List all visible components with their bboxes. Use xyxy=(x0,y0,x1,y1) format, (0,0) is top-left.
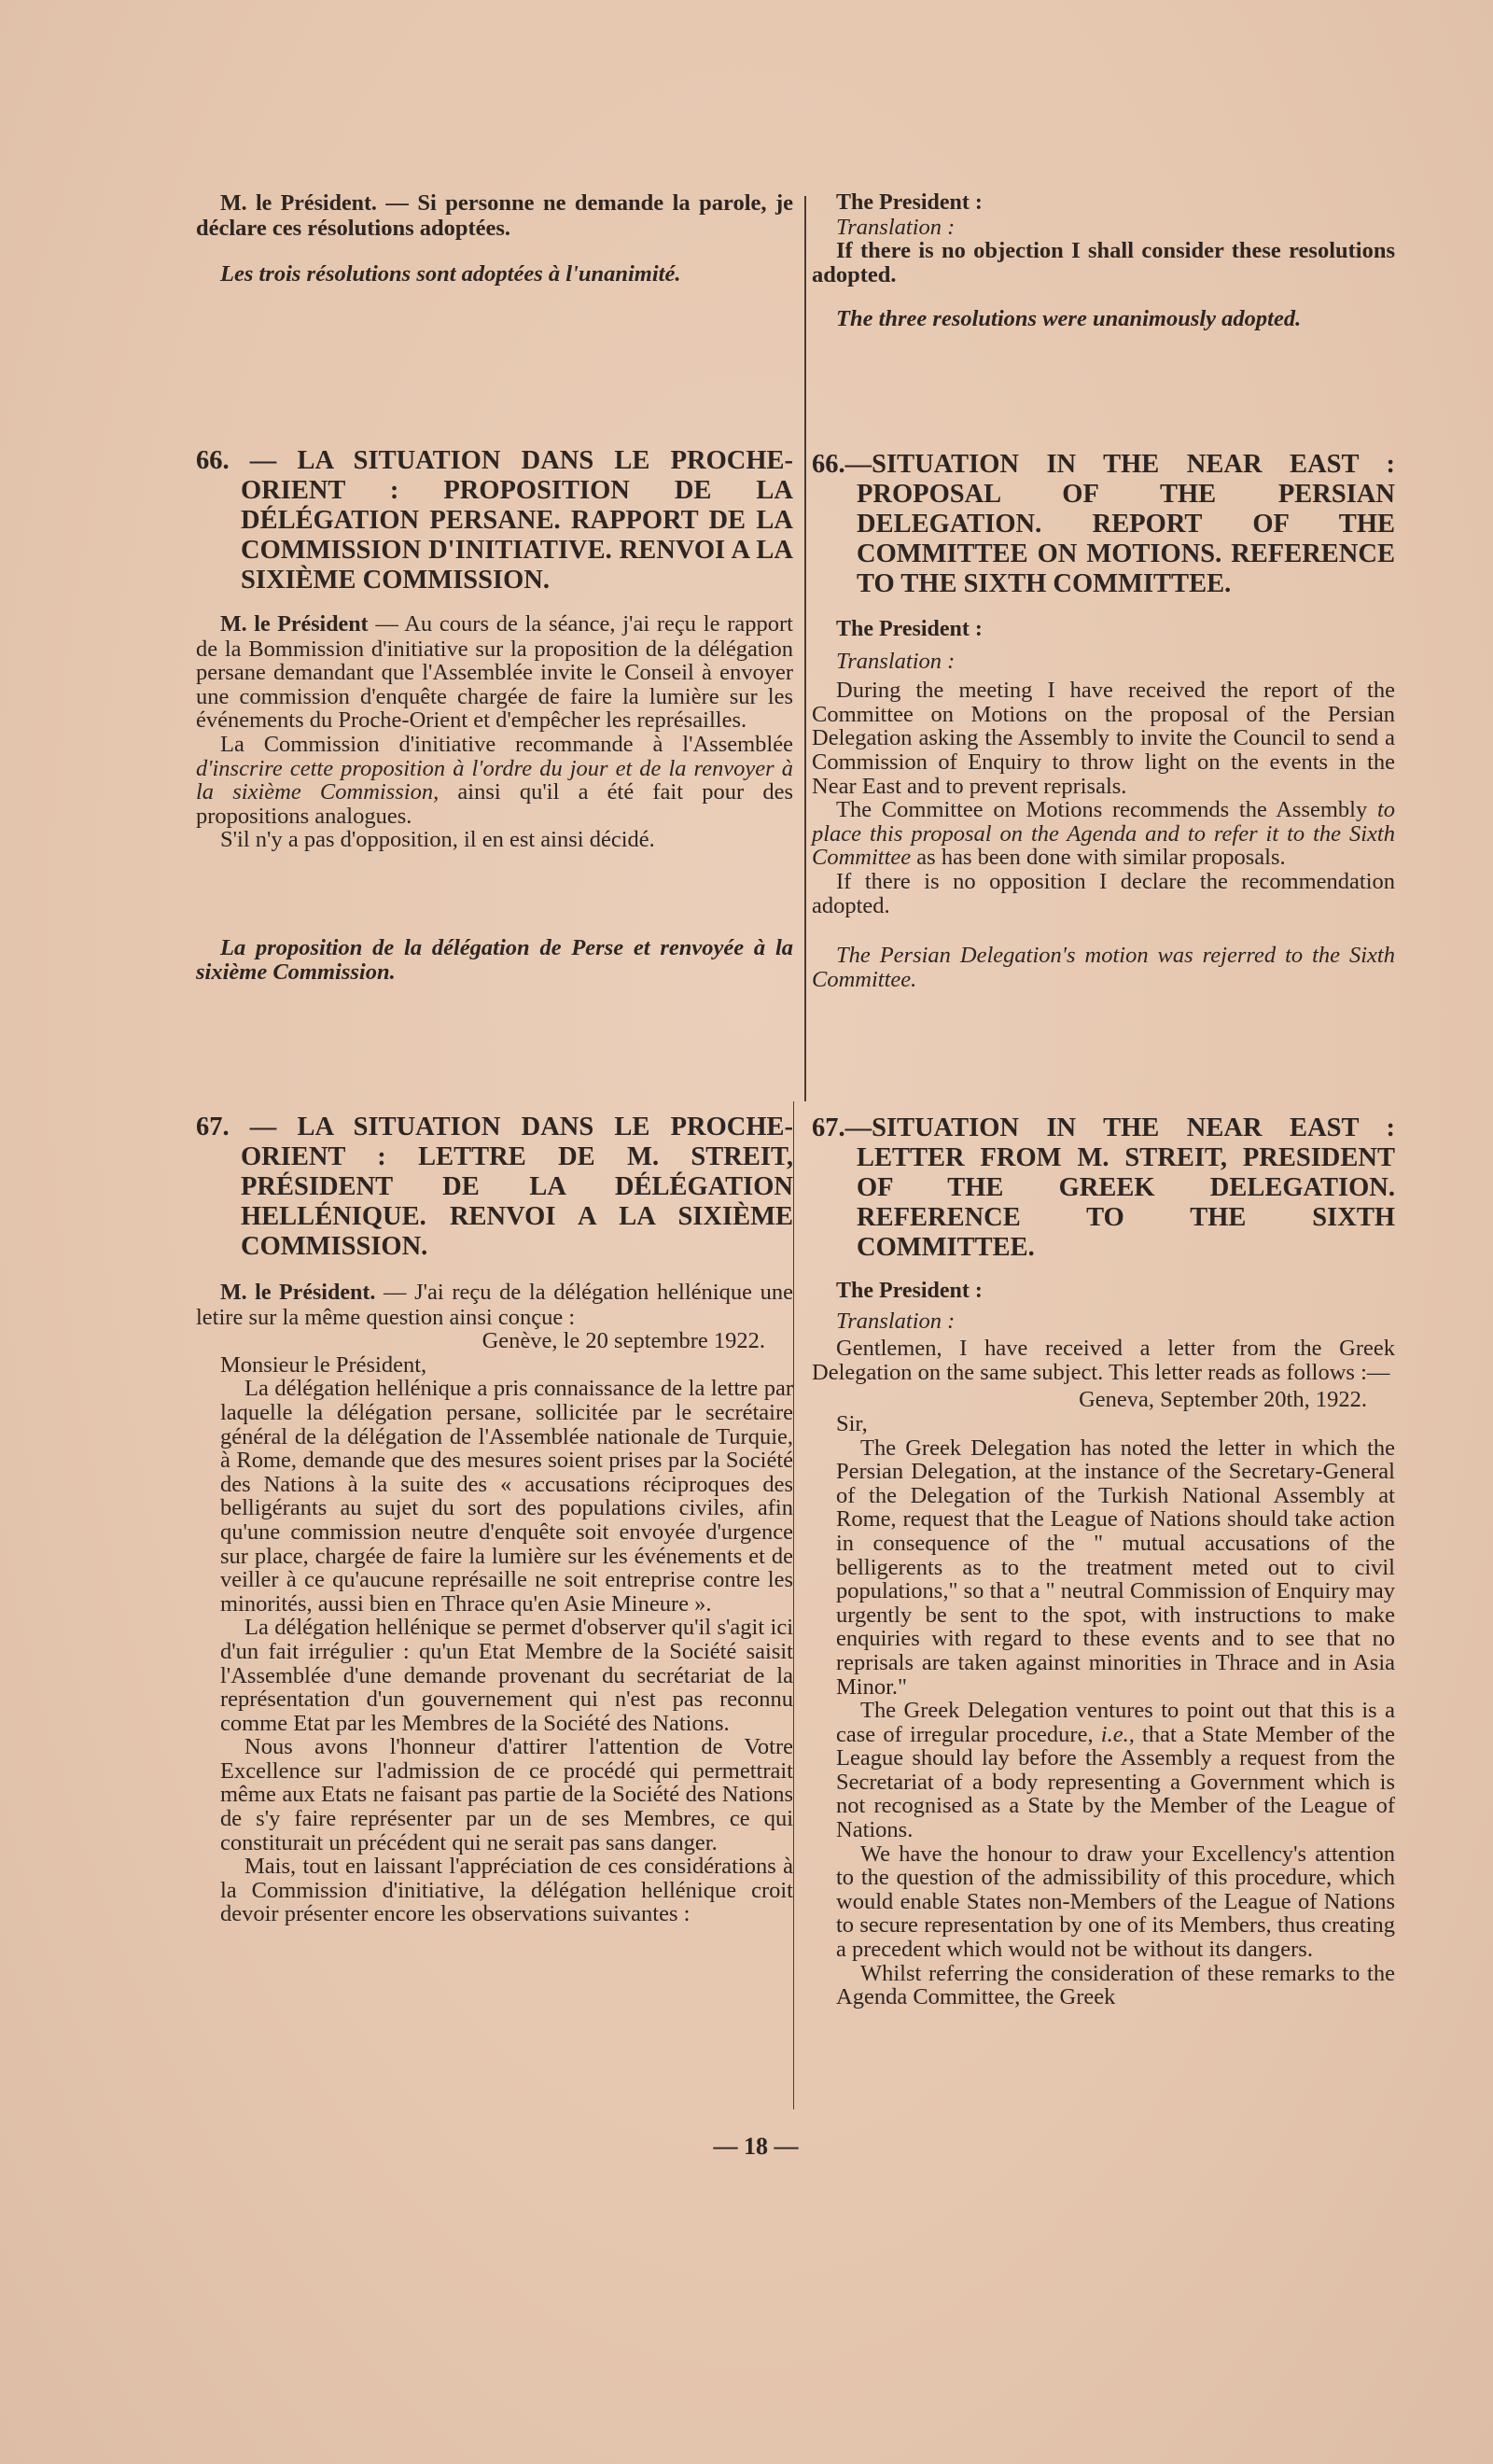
s67-fr-l1: La délégation hellénique a pris connaissance de la lettre par laquelle la délégation persane, sollicitée par le secrétaire général de la délégation de l'Assemblée nationale de Turquie, à Rome, demande que des mesures soient prises par la Société des Nations à la suite des « accusations réciproques des belligérants au sujet du sort des populations civiles, afin qu'une commission neutre d'enquête soit envoyée d'urgence sur place, chargée de faire la lumière sur les événements et de veiller à ce qu'aucune représaille ne soit entreprise contre les minorités, aussi bien en Thrace qu'en Asie Mineure ». xyxy=(220,1376,793,1617)
s66-fr-p3: S'il n'y a pas d'opposition, il en est ainsi décidé. xyxy=(220,827,655,853)
s67-fr-letter xyxy=(196,1377,793,1926)
column-divider-bottom xyxy=(793,1101,794,2109)
top-english xyxy=(812,191,1395,331)
s67-english xyxy=(812,1113,1395,2009)
s67-fr-l2: La délégation hellénique se permet d'observer qu'il s'agit ici d'un fait irrégulier : qu'un Etat Membre de la Société saisit l'Assemblée d'une demande provenant du secrétariat de la représentation d'un gouvernement qui n'est pas reconnu comme Etat par les Membres de la Société des Nations. xyxy=(220,1615,793,1736)
s67-french xyxy=(196,1113,793,1926)
top-french xyxy=(196,191,793,287)
s66-en-p2: The Committee on Motions recommends the Assembly to place this proposal on the Agenda and to refer it to the Sixth Committee as has been done with similar proposals. xyxy=(812,797,1395,871)
speaker: The President : xyxy=(836,190,983,215)
s67-fr-date: Genève, le 20 septembre 1922. xyxy=(481,1328,765,1354)
translation-label: Translation : xyxy=(836,648,956,674)
column-divider-top xyxy=(804,196,806,1101)
s67-en-letter xyxy=(812,1436,1395,2009)
s66-fr-p1: M. le Président — Au cours de la séance, j'ai reçu le rapport de la Bommission d'initiative sur la proposition de la délégation persane demandant que l'Assemblée invite le Conseil à envoyer une commission d'enquête chargée de faire la lumière sur les événements du Proche-Orient et d'empêcher les représailles. xyxy=(196,611,793,734)
s67-fr-l3: Nous avons l'honneur d'attirer l'attention de Votre Excellence sur l'admission de ce procédé qui permettrait même aux Etats ne faisant pas partie de la Société des Nations de s'y faire représenter par un de ses Membres, ce qui constiturait un précédent qui ne serait pas sans danger. xyxy=(220,1734,793,1855)
s66-en-p4: The Persian Delegation's motion was rejerred to the Sixth Committee. xyxy=(812,943,1395,992)
s67-en-l1: The Greek Delegation has noted the letter in which the Persian Delegation, at the instance of the Secretary-General of the Delegation of the Turkish National Assembly at Rome, request that the League of Nations should take action in consequence of the " mutual accusations of the belligerents as to the treatment meted out to civil populations," so that a " neutral Commission of Enquiry may urgently be sent to the spot, with instructions to make enquiries with regard to these events and to see that no reprisals are taken against minorities in Thrace and in Asia Minor." xyxy=(836,1435,1395,1700)
s67-en-l4: Whilst referring the consideration of these remarks to the Agenda Committee, the Greek xyxy=(836,1960,1395,2010)
top-en-p1: If there is no objection I shall consider these resolutions adopted. xyxy=(812,238,1395,287)
s66-fr-heading: 66. — LA SITUATION DANS LE PROCHE-ORIENT : PROPOSITION DE LA DÉLÉGATION PERSANE. RAPPORT DE LA COMMISSION D'INITIATIVE. RENVOI A LA SIXIÈME COMMISSION. xyxy=(196,446,793,595)
translation-label: Translation : xyxy=(836,1308,956,1334)
page-number: — 18 — xyxy=(713,2133,799,2160)
s67-fr-p1: M. le Président. — J'ai reçu de la délégation hellénique une letire sur la même question ainsi conçue : xyxy=(196,1280,793,1330)
s66-french xyxy=(196,446,793,984)
speaker: The President : xyxy=(836,617,983,641)
s66-english xyxy=(812,450,1395,991)
top-fr-p2: Les trois résolutions sont adoptées à l'unanimité. xyxy=(220,261,681,287)
translation-label: Translation : xyxy=(836,214,956,240)
speaker: M. le Président. xyxy=(220,191,377,216)
s67-en-salutation: Sir, xyxy=(836,1410,868,1436)
s67-en-l3: We have the honour to draw your Excellency's attention to the question of the admissibility of this procedure, which would enable States non-Members of the League of Nations to secure representation by one of its Members, thus creating a precedent which would not be without its dangers. xyxy=(836,1841,1395,1963)
s66-en-heading: 66.—SITUATION IN THE NEAR EAST : PROPOSAL OF THE PERSIAN DELEGATION. REPORT OF THE COMMITTEE ON MOTIONS. REFERENCE TO THE SIXTH COMMITTEE. xyxy=(812,450,1395,598)
s66-en-p1: During the meeting I have received the report of the Committee on Motions on the proposal of the Persian Delegation asking the Assembly to invite the Council to send a Commission of Enquiry to throw light on the events in the Near East and to prevent reprisals. xyxy=(812,678,1395,799)
s66-fr-p2: La Commission d'initiative recommande à l'Assemblée d'inscrire cette proposition à l'ordre du jour et de la renvoyer à la sixième Commission, ainsi qu'il a été fait pour des propositions analogues. xyxy=(196,731,793,829)
s67-en-l2: The Greek Delegation ventures to point out that this is a case of irregular procedure, i.e., that a State Member of the League should lay before the Assembly a request from the Secretariat of a body representing a Government which is not recognised as a State by the Member of the League of Nations. xyxy=(836,1698,1395,1843)
top-fr-p1: M. le Président. — Si personne ne demande la parole, je déclare ces résolutions adoptées. xyxy=(196,190,793,241)
s67-en-heading: 67.—SITUATION IN THE NEAR EAST : LETTER FROM M. STREIT, PRESIDENT OF THE GREEK DELEGATION. REFERENCE TO THE SIXTH COMMITTEE. xyxy=(812,1113,1395,1262)
s67-fr-heading: 67. — LA SITUATION DANS LE PROCHE-ORIENT : LETTRE DE M. STREIT, PRÉSIDENT DE LA DÉLÉGATION HELLÉNIQUE. RENVOI A LA SIXIÈME COMMISSION. xyxy=(196,1113,793,1261)
s67-fr-salutation: Monsieur le Président, xyxy=(220,1351,427,1378)
speaker: The President : xyxy=(836,1279,983,1303)
s67-en-date: Geneva, September 20th, 1922. xyxy=(1079,1387,1367,1413)
s67-en-p1: Gentlemen, I have received a letter from the Greek Delegation on the same subject. This letter reads as follows :— xyxy=(812,1336,1395,1385)
s66-en-p3: If there is no opposition I declare the recommendation adopted. xyxy=(812,868,1395,918)
top-en-p2: The three resolutions were unanimously adopted. xyxy=(836,306,1302,332)
s67-fr-l4: Mais, tout en laissant l'appréciation de ces considérations à la Commission d'initiative, la délégation hellénique croit devoir présenter encore les observations suivantes : xyxy=(220,1854,793,1927)
s66-fr-p4: La proposition de la délégation de Perse et renvoyée à la sixième Commission. xyxy=(196,934,793,985)
